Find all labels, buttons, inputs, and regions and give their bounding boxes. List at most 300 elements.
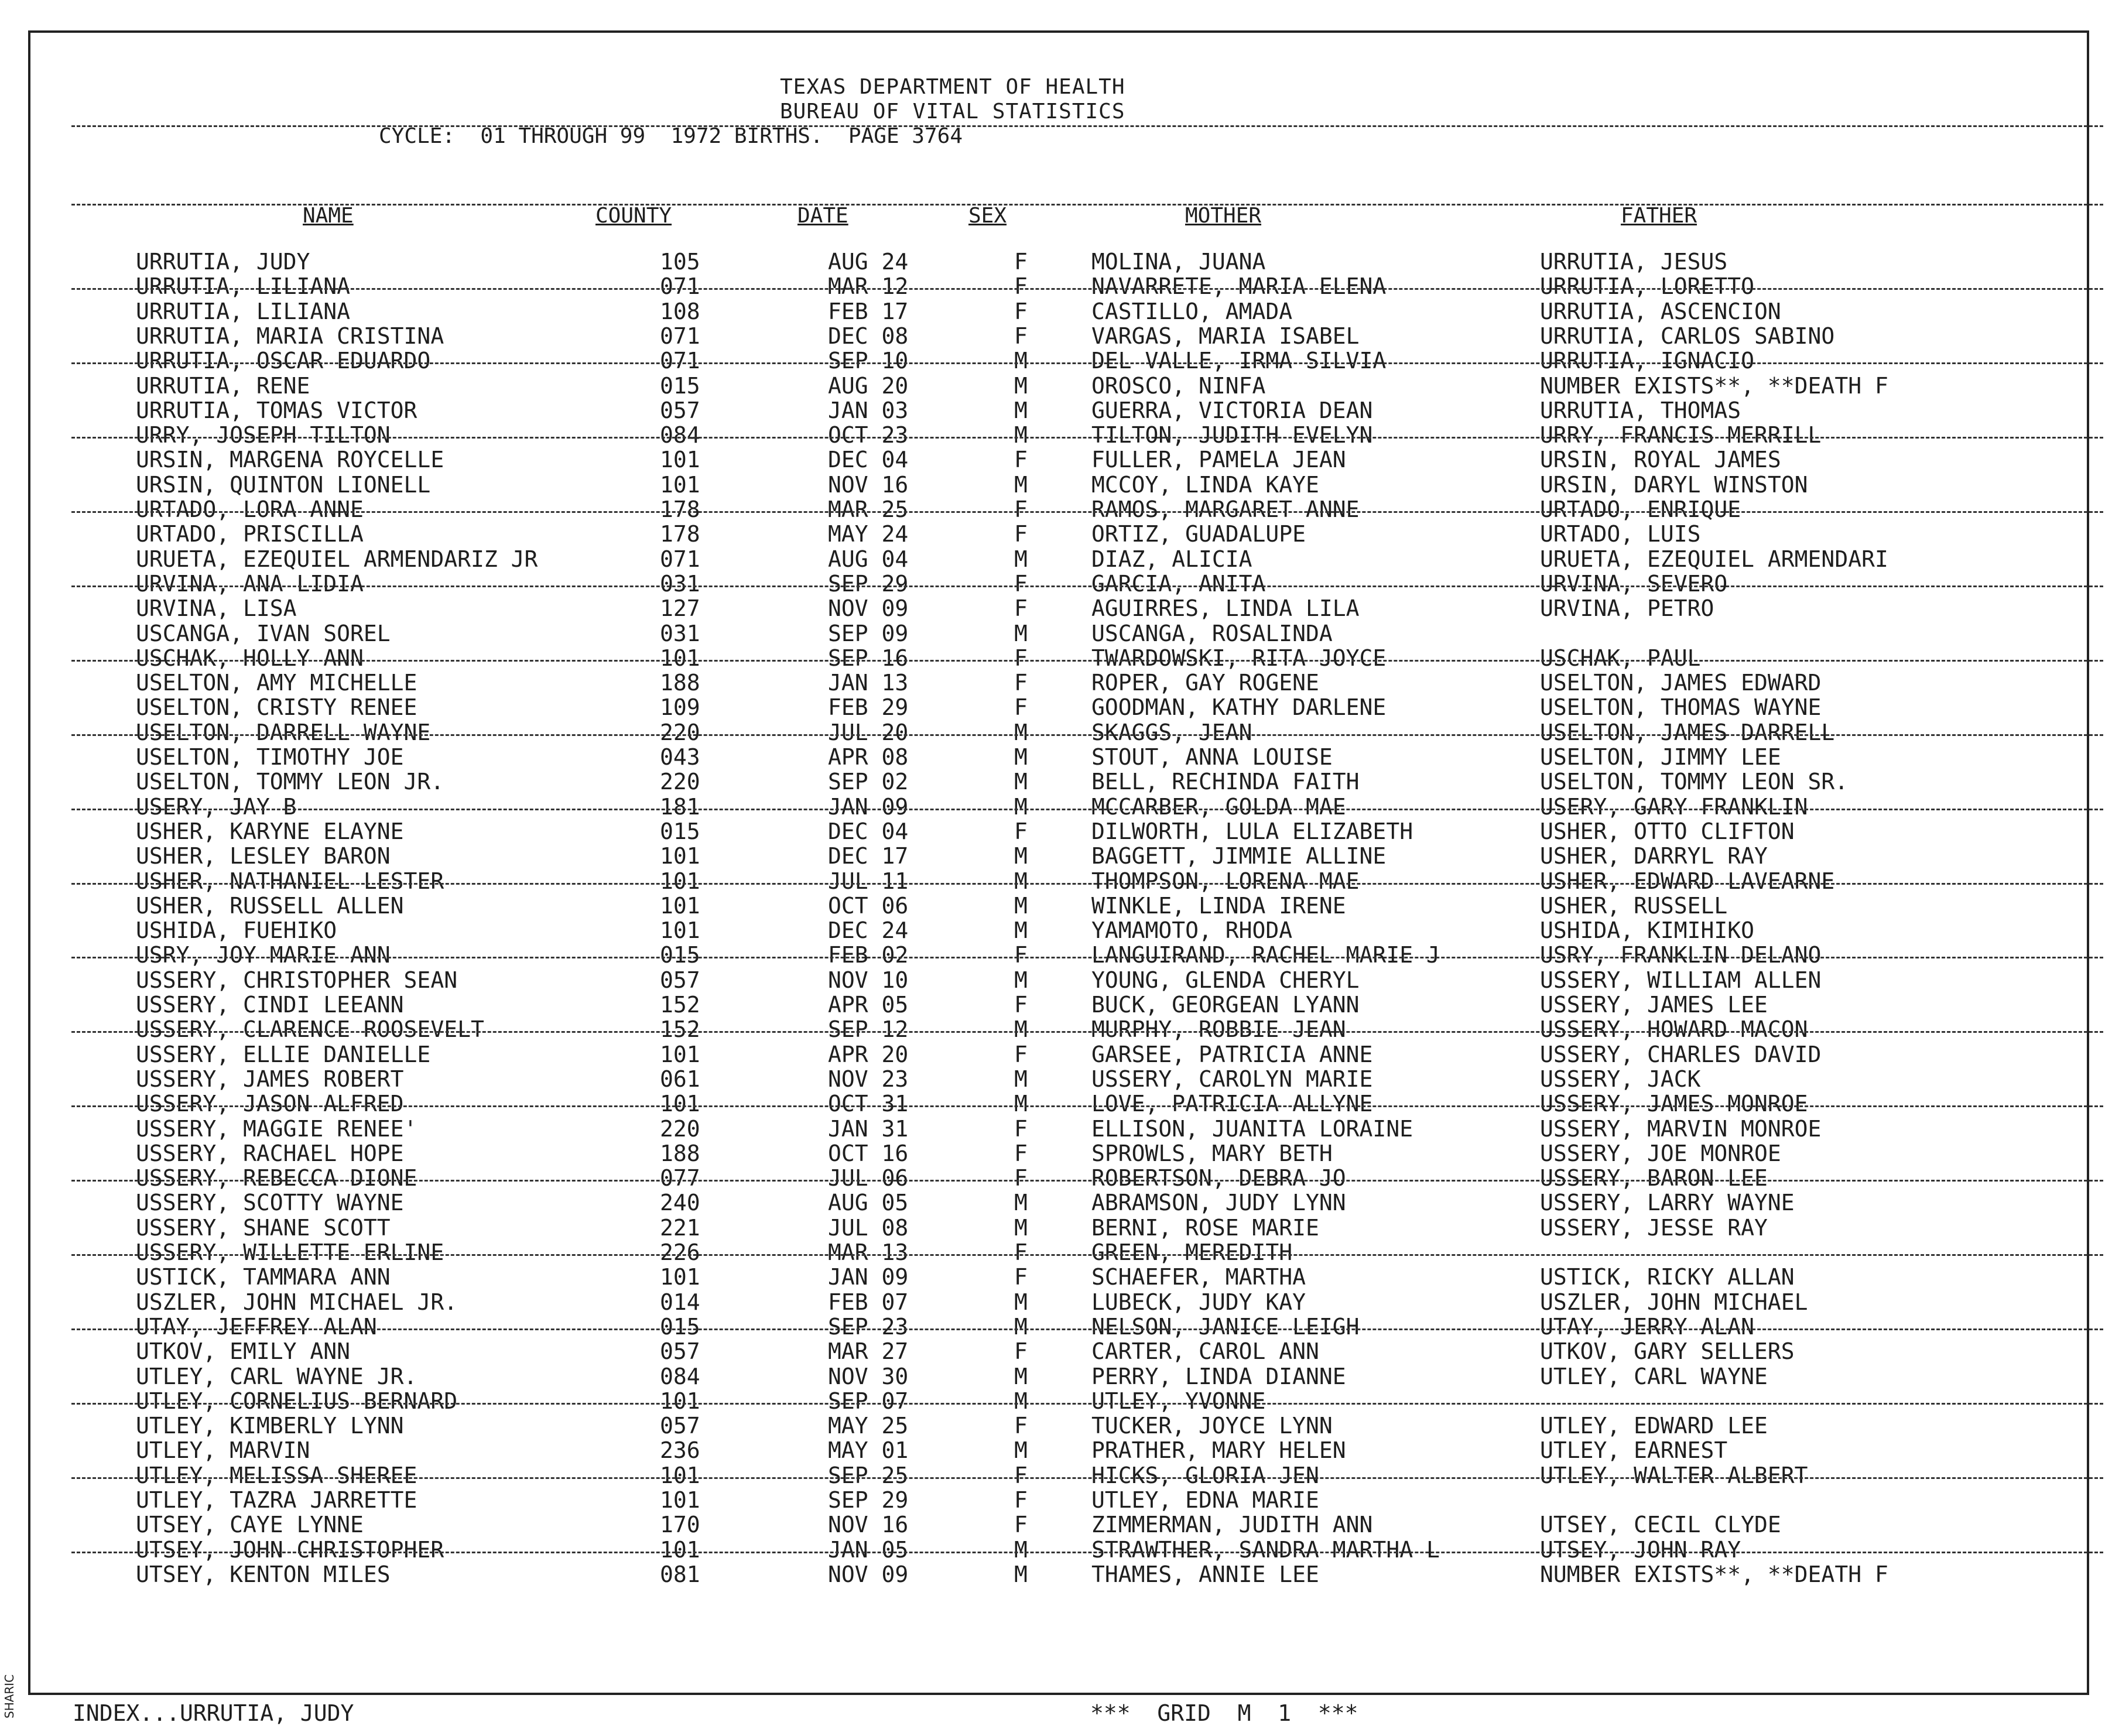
table-row	[30, 1512, 2087, 1537]
cycle-line: CYCLE: 01 THROUGH 99 1972 BIRTHS. PAGE 3764	[379, 124, 963, 148]
cell-name: USELTON, TOMMY LEON JR.	[136, 769, 444, 795]
table-row	[30, 893, 2087, 918]
cell-mother: USSERY, CAROLYN MARIE	[1091, 1066, 1373, 1092]
cell-county: 071	[660, 323, 700, 349]
cell-father: USHER, OTTO CLIFTON	[1540, 818, 1795, 844]
cell-mother: UTLEY, YVONNE	[1091, 1388, 1266, 1414]
table-row	[30, 1265, 2087, 1289]
divider	[71, 734, 2103, 736]
table-row	[30, 596, 2087, 621]
cell-date: JUL 20	[828, 719, 909, 745]
cell-county: 105	[660, 249, 700, 275]
cell-name: URVINA, ANA LIDIA	[136, 570, 364, 597]
cell-name: USSERY, RACHAEL HOPE	[136, 1140, 404, 1166]
column-header-date: DATE	[797, 204, 848, 228]
table-row	[30, 795, 2087, 819]
cell-sex: F	[1014, 942, 1028, 968]
cell-mother: YOUNG, GLENDA CHERYL	[1091, 967, 1360, 993]
cell-mother: UTLEY, EDNA MARIE	[1091, 1487, 1319, 1513]
cell-county: 071	[660, 546, 700, 572]
cell-sex: M	[1014, 1437, 1028, 1464]
cell-county: 221	[660, 1214, 700, 1241]
cell-county: 043	[660, 744, 700, 770]
cell-sex: F	[1014, 1512, 1028, 1538]
cell-sex: M	[1014, 744, 1028, 770]
cell-father: URRUTIA, IGNACIO	[1540, 348, 1755, 374]
cell-father: USSERY, LARRY WAYNE	[1540, 1190, 1795, 1216]
divider	[71, 1254, 2103, 1256]
divider	[71, 1328, 2103, 1330]
divider	[71, 1180, 2103, 1182]
cell-name: USERY, JAY B	[136, 793, 297, 820]
cell-sex: F	[1014, 249, 1028, 275]
cell-sex: F	[1014, 298, 1028, 324]
cell-date: SEP 16	[828, 645, 909, 671]
index-footer: INDEX...URRUTIA, JUDY	[73, 1700, 354, 1726]
cell-sex: M	[1014, 1561, 1028, 1587]
cell-sex: F	[1014, 521, 1028, 547]
cell-mother: TWARDOWSKI, RITA JOYCE	[1091, 645, 1387, 671]
table-row	[30, 522, 2087, 546]
cell-name: URRUTIA, LILIANA	[136, 298, 351, 324]
cell-county: 181	[660, 793, 700, 820]
cell-date: JAN 13	[828, 670, 909, 696]
cell-county: 127	[660, 595, 700, 622]
cell-date: JAN 03	[828, 397, 909, 423]
cell-sex: F	[1014, 992, 1028, 1018]
cell-name: URRUTIA, TOMAS VICTOR	[136, 397, 417, 423]
divider	[71, 1477, 2103, 1479]
cell-county: 101	[660, 471, 700, 498]
cell-sex: F	[1014, 645, 1028, 671]
cell-mother: ROBERTSON, DEBRA JO	[1091, 1165, 1346, 1191]
cell-mother: BERNI, ROSE MARIE	[1091, 1214, 1319, 1241]
divider	[71, 204, 2103, 206]
table-row	[30, 1067, 2087, 1091]
divider	[71, 1403, 2103, 1405]
cell-county: 220	[660, 1115, 700, 1142]
cell-sex: M	[1014, 1363, 1028, 1389]
cell-sex: M	[1014, 917, 1028, 944]
cell-mother: DIAZ, ALICIA	[1091, 546, 1252, 572]
cell-date: MAY 24	[828, 521, 909, 547]
table-row	[30, 1438, 2087, 1463]
cell-date: OCT 23	[828, 422, 909, 448]
cell-name: USHER, NATHANIEL LESTER	[136, 868, 444, 894]
cell-county: 031	[660, 620, 700, 646]
cell-date: DEC 17	[828, 843, 909, 869]
cell-date: JUL 06	[828, 1165, 909, 1191]
cell-name: USELTON, CRISTY RENEE	[136, 694, 417, 721]
cell-date: NOV 16	[828, 471, 909, 498]
table-row	[30, 670, 2087, 695]
cell-father: UTLEY, EARNEST	[1540, 1437, 1728, 1464]
cell-father: URRUTIA, ASCENCION	[1540, 298, 1781, 324]
cell-father: NUMBER EXISTS**, **DEATH F	[1540, 1561, 1888, 1587]
cell-name: USSERY, JASON ALFRED	[136, 1091, 404, 1117]
table-row	[30, 1190, 2087, 1215]
cell-sex: F	[1014, 818, 1028, 844]
cell-date: DEC 04	[828, 447, 909, 473]
table-row	[30, 1314, 2087, 1339]
divider	[71, 1031, 2103, 1033]
cell-father: USELTON, TOMMY LEON SR.	[1540, 769, 1849, 795]
cell-county: 226	[660, 1239, 700, 1265]
cell-name: USHER, RUSSELL ALLEN	[136, 892, 404, 919]
table-row	[30, 472, 2087, 497]
cell-mother: MURPHY, ROBBIE JEAN	[1091, 1016, 1346, 1043]
cell-mother: WINKLE, LINDA IRENE	[1091, 892, 1346, 919]
cell-father: UTLEY, WALTER ALBERT	[1540, 1462, 1808, 1488]
cell-date: OCT 06	[828, 892, 909, 919]
divider	[71, 660, 2103, 662]
cell-county: 152	[660, 1016, 700, 1043]
cell-county: 081	[660, 1561, 700, 1587]
cell-father: USSERY, JESSE RAY	[1540, 1214, 1768, 1241]
table-row	[30, 968, 2087, 992]
table-row	[30, 745, 2087, 769]
cell-county: 057	[660, 1338, 700, 1365]
table-row	[30, 646, 2087, 670]
cell-name: USSERY, JAMES ROBERT	[136, 1066, 404, 1092]
cell-sex: F	[1014, 1165, 1028, 1191]
cell-father: USSERY, CHARLES DAVID	[1540, 1041, 1822, 1067]
cell-father: URUETA, EZEQUIEL ARMENDARI	[1540, 546, 1888, 572]
table-row	[30, 497, 2087, 522]
cell-name: URUETA, EZEQUIEL ARMENDARIZ JR	[136, 546, 538, 572]
cell-county: 077	[660, 1165, 700, 1191]
cell-county: 101	[660, 868, 700, 894]
cell-father: URRY, FRANCIS MERRILL	[1540, 422, 1822, 448]
cell-sex: M	[1014, 892, 1028, 919]
cell-name: UTSEY, JOHN CHRISTOPHER	[136, 1536, 444, 1563]
cell-sex: F	[1014, 570, 1028, 597]
cell-father: USSERY, MARVIN MONROE	[1540, 1115, 1822, 1142]
cell-father: USELTON, JAMES EDWARD	[1540, 670, 1822, 696]
cell-county: 101	[660, 1462, 700, 1488]
cell-date: NOV 09	[828, 595, 909, 622]
column-header-name: NAME	[303, 204, 354, 228]
cell-date: SEP 07	[828, 1388, 909, 1414]
divider	[71, 437, 2103, 439]
cell-mother: FULLER, PAMELA JEAN	[1091, 447, 1346, 473]
divider	[71, 288, 2103, 290]
cell-date: AUG 04	[828, 546, 909, 572]
cell-mother: LANGUIRAND, RACHEL MARIE J	[1091, 942, 1440, 968]
cell-father: URSIN, DARYL WINSTON	[1540, 471, 1808, 498]
table-row	[30, 992, 2087, 1017]
table-row	[30, 1562, 2087, 1587]
cell-father: UTSEY, CECIL CLYDE	[1540, 1512, 1781, 1538]
cell-sex: F	[1014, 447, 1028, 473]
cell-date: NOV 23	[828, 1066, 909, 1092]
cell-name: URRUTIA, RENE	[136, 372, 310, 399]
cell-mother: SKAGGS, JEAN	[1091, 719, 1252, 745]
cell-sex: M	[1014, 719, 1028, 745]
cell-sex: M	[1014, 1190, 1028, 1216]
cell-county: 071	[660, 348, 700, 374]
cell-father: USHER, RUSSELL	[1540, 892, 1728, 919]
cell-sex: M	[1014, 397, 1028, 423]
cell-name: USSERY, REBECCA DIONE	[136, 1165, 417, 1191]
cell-sex: F	[1014, 1140, 1028, 1166]
cell-sex: M	[1014, 868, 1028, 894]
cell-sex: F	[1014, 1487, 1028, 1513]
cell-mother: STOUT, ANNA LOUISE	[1091, 744, 1333, 770]
cell-sex: F	[1014, 670, 1028, 696]
table-row	[30, 1389, 2087, 1413]
cell-mother: TILTON, JUDITH EVELYN	[1091, 422, 1373, 448]
table-row	[30, 249, 2087, 274]
cell-sex: M	[1014, 1313, 1028, 1340]
cell-sex: F	[1014, 273, 1028, 300]
cell-date: MAR 13	[828, 1239, 909, 1265]
cell-mother: YAMAMOTO, RHODA	[1091, 917, 1293, 944]
table-row	[30, 423, 2087, 447]
cell-mother: RAMOS, MARGARET ANNE	[1091, 497, 1360, 522]
table-row	[30, 1042, 2087, 1067]
cell-sex: M	[1014, 348, 1028, 374]
cell-name: UTKOV, EMILY ANN	[136, 1338, 351, 1365]
cell-sex: M	[1014, 620, 1028, 646]
table-row	[30, 819, 2087, 844]
cell-date: DEC 08	[828, 323, 909, 349]
cell-name: USSERY, CHRISTOPHER SEAN	[136, 967, 458, 993]
cell-county: 108	[660, 298, 700, 324]
cell-sex: M	[1014, 1388, 1028, 1414]
cell-date: SEP 29	[828, 1487, 909, 1513]
cell-father: UTKOV, GARY SELLERS	[1540, 1338, 1795, 1365]
cell-sex: M	[1014, 1091, 1028, 1117]
cell-county: 057	[660, 1413, 700, 1439]
cell-father: URTADO, LUIS	[1540, 521, 1701, 547]
cell-name: USSERY, SCOTTY WAYNE	[136, 1190, 404, 1216]
column-header-mother: MOTHER	[1185, 204, 1262, 228]
cell-mother: LUBECK, JUDY KAY	[1091, 1289, 1306, 1315]
cell-date: JUL 11	[828, 868, 909, 894]
cell-mother: ROPER, GAY ROGENE	[1091, 670, 1319, 696]
cell-father: USELTON, THOMAS WAYNE	[1540, 694, 1822, 721]
cell-date: MAR 27	[828, 1338, 909, 1365]
divider	[71, 585, 2103, 587]
cell-county: 101	[660, 1091, 700, 1117]
cell-date: MAR 12	[828, 273, 909, 300]
cell-name: UTAY, JEFFREY ALAN	[136, 1313, 377, 1340]
cell-name: USHIDA, FUEHIKO	[136, 917, 337, 944]
cell-mother: ORTIZ, GUADALUPE	[1091, 521, 1306, 547]
cell-county: 236	[660, 1437, 700, 1464]
table-row	[30, 1364, 2087, 1389]
cell-name: UTSEY, KENTON MILES	[136, 1561, 391, 1587]
cell-date: APR 20	[828, 1041, 909, 1067]
divider	[71, 957, 2103, 958]
cell-date: JAN 09	[828, 793, 909, 820]
divider	[71, 883, 2103, 885]
agency-title: TEXAS DEPARTMENT OF HEALTH	[780, 75, 1125, 99]
divider	[71, 809, 2103, 810]
cell-mother: SPROWLS, MARY BETH	[1091, 1140, 1333, 1166]
cell-mother: TUCKER, JOYCE LYNN	[1091, 1413, 1333, 1439]
cell-father: NUMBER EXISTS**, **DEATH F	[1540, 372, 1888, 399]
cell-mother: CASTILLO, AMADA	[1091, 298, 1293, 324]
document-frame	[28, 30, 2089, 1726]
table-row	[30, 299, 2087, 324]
cell-father: USELTON, JIMMY LEE	[1540, 744, 1781, 770]
cell-county: 015	[660, 372, 700, 399]
cell-name: UTLEY, KIMBERLY LYNN	[136, 1413, 404, 1439]
cell-father: USTICK, RICKY ALLAN	[1540, 1264, 1795, 1290]
cell-sex: M	[1014, 967, 1028, 993]
cell-county: 071	[660, 273, 700, 300]
cell-county: 101	[660, 1487, 700, 1513]
cell-name: URTADO, PRISCILLA	[136, 521, 364, 547]
cell-county: 188	[660, 670, 700, 696]
cell-sex: M	[1014, 1016, 1028, 1043]
cell-county: 061	[660, 1066, 700, 1092]
cell-date: SEP 12	[828, 1016, 909, 1043]
table-row	[30, 1463, 2087, 1488]
cell-date: JAN 09	[828, 1264, 909, 1290]
cell-date: NOV 30	[828, 1363, 909, 1389]
cell-county: 101	[660, 843, 700, 869]
cell-sex: F	[1014, 1115, 1028, 1142]
cell-county: 101	[660, 892, 700, 919]
cell-name: USHER, LESLEY BARON	[136, 843, 391, 869]
cell-date: FEB 07	[828, 1289, 909, 1315]
divider	[71, 362, 2103, 364]
table-row	[30, 844, 2087, 868]
cell-name: URRY, JOSEPH TILTON	[136, 422, 391, 448]
cell-county: 057	[660, 397, 700, 423]
cell-name: USCANGA, IVAN SOREL	[136, 620, 391, 646]
cell-name: USSERY, CINDI LEEANN	[136, 992, 404, 1018]
cell-sex: M	[1014, 471, 1028, 498]
cell-father: USELTON, JAMES DARRELL	[1540, 719, 1835, 745]
cell-county: 240	[660, 1190, 700, 1216]
cell-sex: M	[1014, 843, 1028, 869]
cell-name: USRY, JOY MARIE ANN	[136, 942, 391, 968]
cell-father: USSERY, WILLIAM ALLEN	[1540, 967, 1822, 993]
cell-name: USSERY, WILLETTE ERLINE	[136, 1239, 444, 1265]
cell-county: 220	[660, 719, 700, 745]
table-row	[30, 571, 2087, 596]
cell-county: 109	[660, 694, 700, 721]
cell-county: 015	[660, 1313, 700, 1340]
table-row	[30, 348, 2087, 373]
cell-mother: GUERRA, VICTORIA DEAN	[1091, 397, 1373, 423]
cell-county: 101	[660, 1264, 700, 1290]
cell-sex: M	[1014, 1066, 1028, 1092]
cell-sex: M	[1014, 793, 1028, 820]
cell-date: NOV 10	[828, 967, 909, 993]
cell-date: MAR 25	[828, 497, 909, 522]
cell-name: USELTON, TIMOTHY JOE	[136, 744, 404, 770]
table-row	[30, 1488, 2087, 1512]
cell-county: 188	[660, 1140, 700, 1166]
cell-county: 015	[660, 818, 700, 844]
table-row	[30, 1290, 2087, 1314]
cell-father: USERY, GARY FRANKLIN	[1540, 793, 1808, 820]
cell-county: 057	[660, 967, 700, 993]
cell-county: 084	[660, 1363, 700, 1389]
cell-name: URRUTIA, LILIANA	[136, 273, 351, 300]
table-row	[30, 1339, 2087, 1364]
cell-date: FEB 02	[828, 942, 909, 968]
cell-sex: M	[1014, 422, 1028, 448]
cell-name: USZLER, JOHN MICHAEL JR.	[136, 1289, 458, 1315]
cell-father: URRUTIA, JESUS	[1540, 249, 1728, 275]
cell-mother: GARCIA, ANITA	[1091, 570, 1266, 597]
cell-father: URRUTIA, THOMAS	[1540, 397, 1741, 423]
cell-date: SEP 29	[828, 570, 909, 597]
cell-mother: STRAWTHER, SANDRA MARTHA L	[1091, 1536, 1440, 1563]
cell-mother: LOVE, PATRICIA ALLYNE	[1091, 1091, 1373, 1117]
cell-name: USELTON, DARRELL WAYNE	[136, 719, 431, 745]
cell-mother: GARSEE, PATRICIA ANNE	[1091, 1041, 1373, 1067]
cell-mother: ZIMMERMAN, JUDITH ANN	[1091, 1512, 1373, 1538]
table-row	[30, 943, 2087, 967]
cell-father: URSIN, ROYAL JAMES	[1540, 447, 1781, 473]
cell-mother: PRATHER, MARY HELEN	[1091, 1437, 1346, 1464]
cell-date: APR 08	[828, 744, 909, 770]
cell-name: USHER, KARYNE ELAYNE	[136, 818, 404, 844]
cell-father: UTSEY, JOHN RAY	[1540, 1536, 1741, 1563]
cell-county: 178	[660, 497, 700, 522]
cell-sex: F	[1014, 1413, 1028, 1439]
side-label: SHARIC	[2, 1674, 16, 1718]
cell-county: 101	[660, 1041, 700, 1067]
cell-father: URVINA, PETRO	[1540, 595, 1714, 622]
cell-father: USHER, DARRYL RAY	[1540, 843, 1768, 869]
cell-father: USCHAK, PAUL	[1540, 645, 1701, 671]
cell-name: USSERY, SHANE SCOTT	[136, 1214, 391, 1241]
cell-mother: USCANGA, ROSALINDA	[1091, 620, 1333, 646]
cell-date: SEP 09	[828, 620, 909, 646]
cell-father: URVINA, SEVERO	[1540, 570, 1728, 597]
table-row	[30, 918, 2087, 943]
cell-date: SEP 02	[828, 769, 909, 795]
table-row	[30, 547, 2087, 571]
cell-name: UTLEY, TAZRA JARRETTE	[136, 1487, 417, 1513]
cell-sex: F	[1014, 694, 1028, 721]
cell-father: UTAY, JERRY ALAN	[1540, 1313, 1755, 1340]
table-row	[30, 398, 2087, 423]
cell-date: JAN 05	[828, 1536, 909, 1563]
cell-name: URRUTIA, JUDY	[136, 249, 310, 275]
cell-mother: THOMPSON, LORENA MAE	[1091, 868, 1360, 894]
cell-county: 084	[660, 422, 700, 448]
table-row	[30, 769, 2087, 794]
cell-county: 170	[660, 1512, 700, 1538]
table-row	[30, 1117, 2087, 1141]
divider	[71, 511, 2103, 513]
cell-name: USSERY, MAGGIE RENEE'	[136, 1115, 417, 1142]
cell-date: MAY 01	[828, 1437, 909, 1464]
table-row	[30, 274, 2087, 299]
divider	[71, 125, 2103, 127]
cell-county: 101	[660, 917, 700, 944]
cell-mother: THAMES, ANNIE LEE	[1091, 1561, 1319, 1587]
cell-name: UTLEY, MELISSA SHEREE	[136, 1462, 417, 1488]
cell-name: USELTON, AMY MICHELLE	[136, 670, 417, 696]
cell-name: URSIN, QUINTON LIONELL	[136, 471, 431, 498]
cell-sex: M	[1014, 769, 1028, 795]
table-row	[30, 1215, 2087, 1240]
cell-date: FEB 29	[828, 694, 909, 721]
cell-sex: F	[1014, 497, 1028, 522]
cell-name: URVINA, LISA	[136, 595, 297, 622]
table-row	[30, 1538, 2087, 1562]
